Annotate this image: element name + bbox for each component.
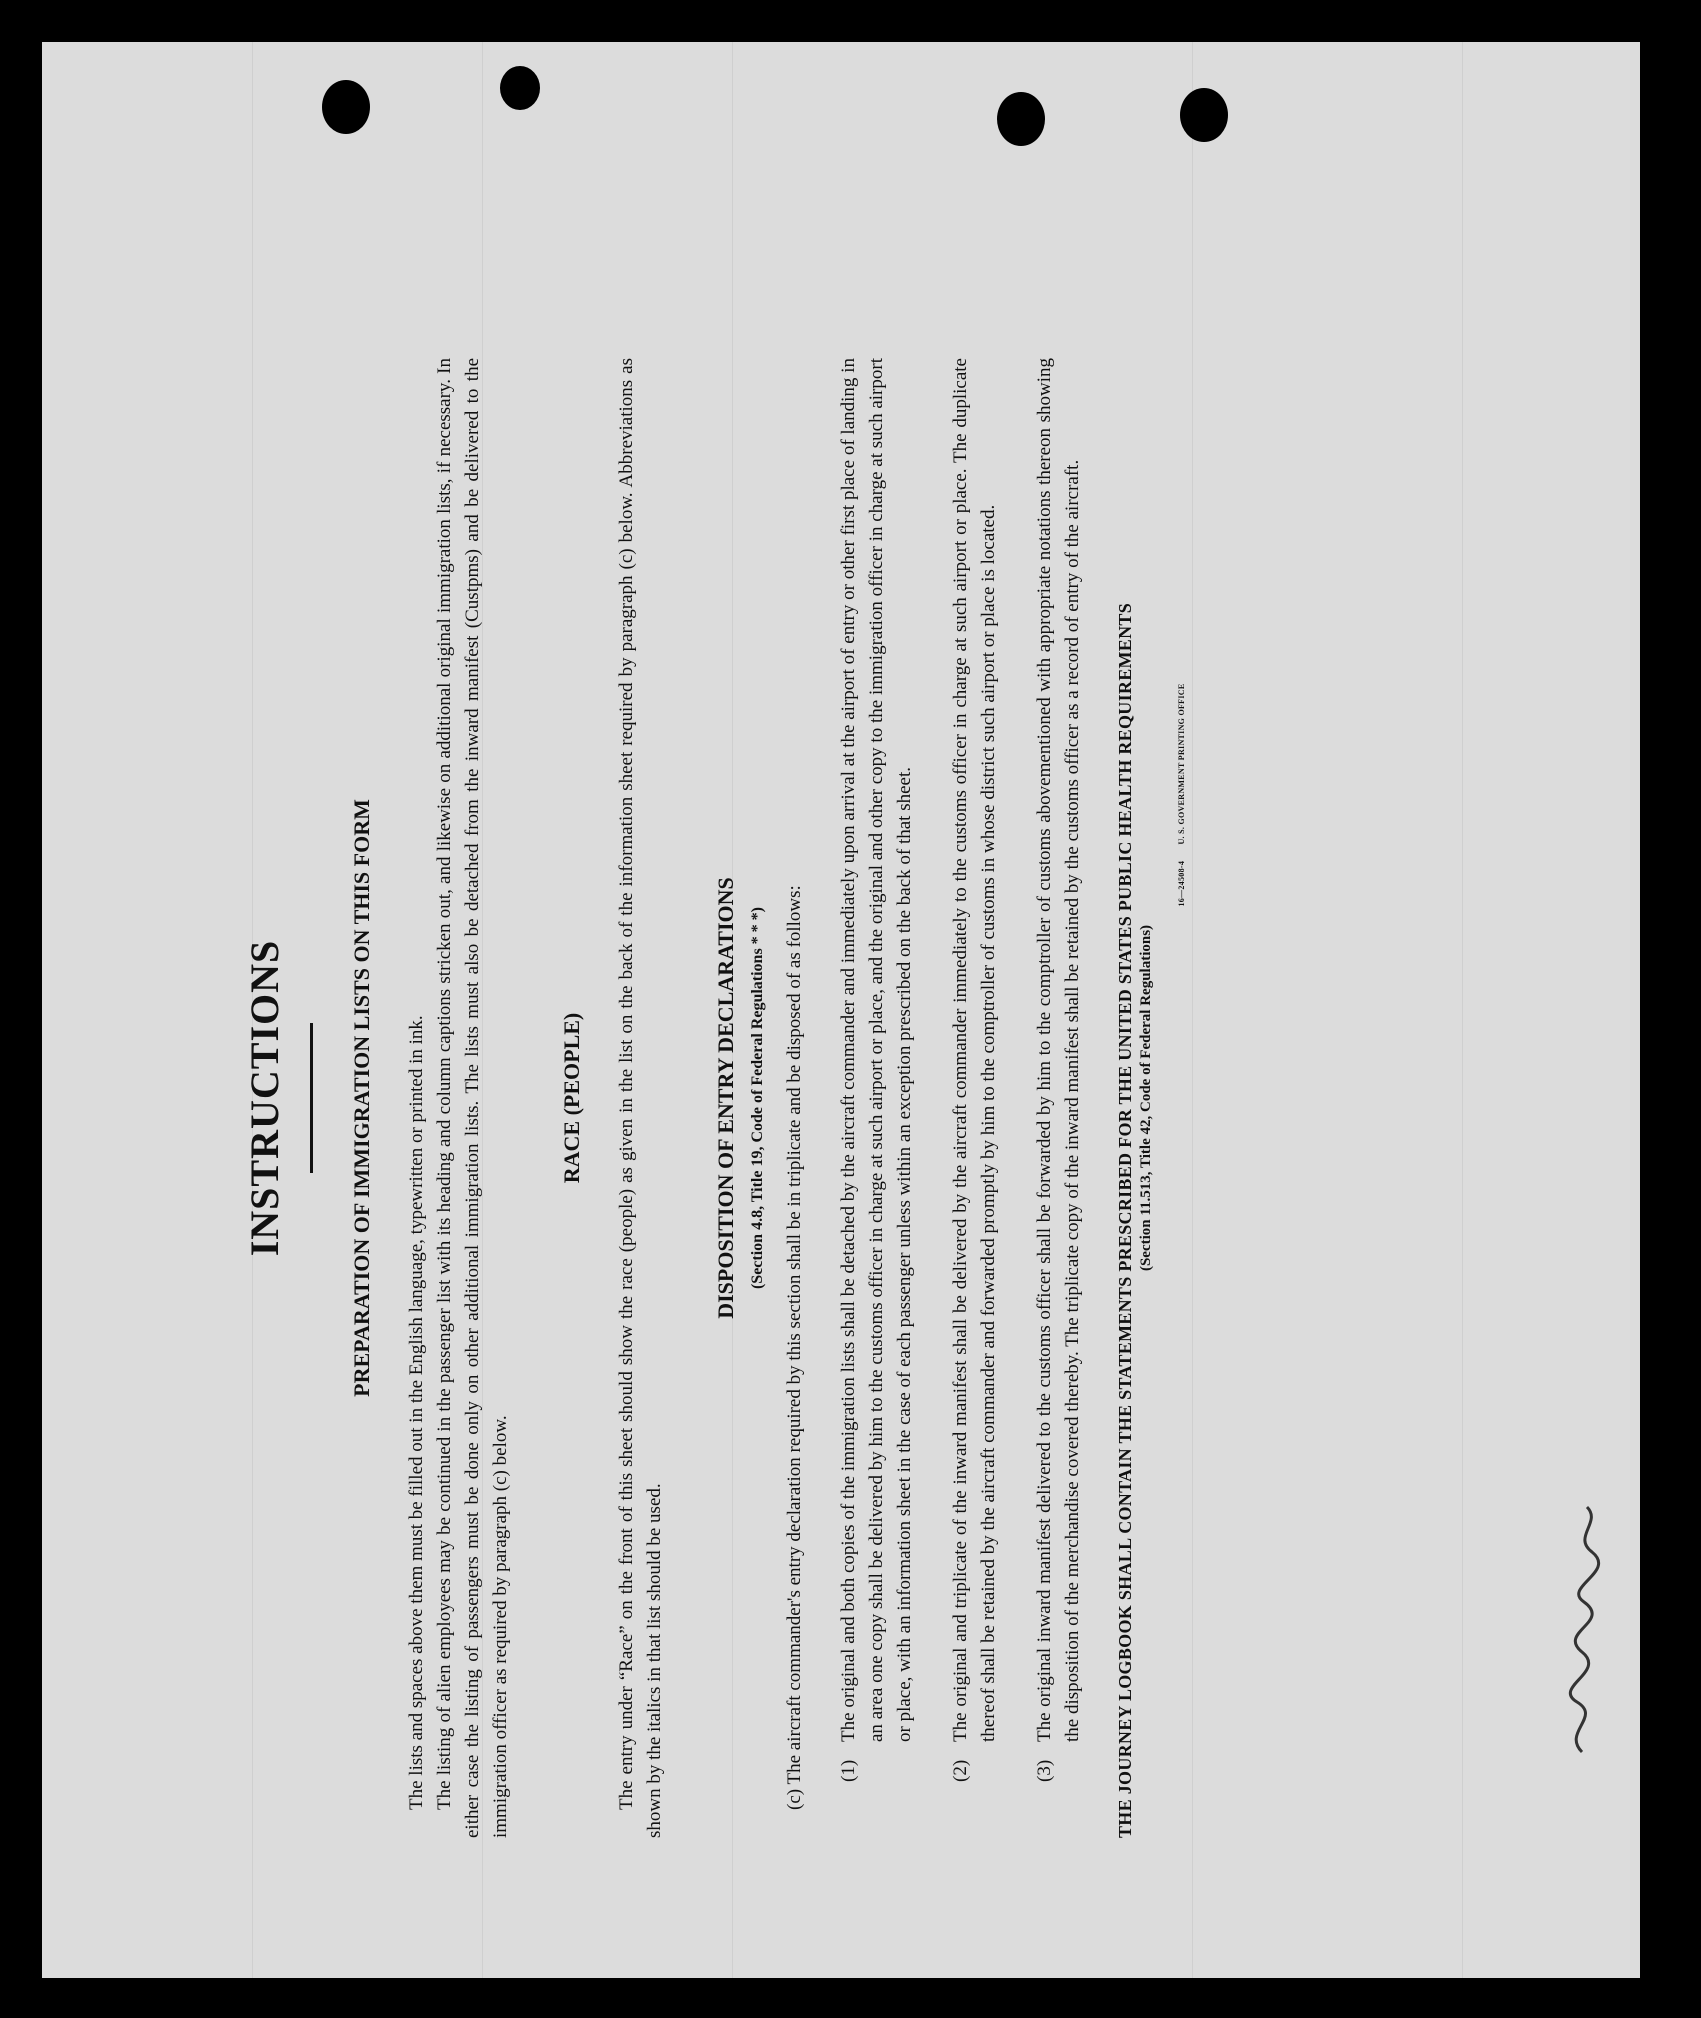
closing-statement: THE JOURNEY LOGBOOK SHALL CONTAIN THE STATEMENTS PRESCRIBED FOR THE UNITED STATES PUBLIC HEALTH REQUIREMENTS — [1115, 602, 1135, 1838]
instructions-content — [242, 358, 1186, 1838]
rotated-text-block — [42, 42, 1640, 1978]
disposition-intro: (c) The aircraft commander's entry declaration required by this section shall be in triplicate and be disposed of as follows: — [784, 885, 805, 1810]
item-text: The original and triplicate of the inward manifest shall be delivered by the aircraft commander immediately to the customs officer in charge at such airport or place. The duplicate thereof shall be retained by the aircraft commander and forwarded promptly by him to the comptroller of customs in whose district such airport or place is located. — [950, 358, 999, 1742]
closing-citation: (Section 11.513, Title 42, Code of Federal Regulations) — [1138, 924, 1154, 1272]
item-number: (3) — [1034, 1759, 1055, 1782]
document-title: INSTRUCTIONS — [242, 939, 287, 1257]
document-page — [42, 42, 1640, 1978]
disposition-heading: DISPOSITION OF ENTRY DECLARATIONS — [713, 877, 738, 1319]
disposition-citation: (Section 4.8, Title 19, Code of Federal Regulations * * *) — [749, 906, 766, 1290]
item-number: (1) — [838, 1759, 859, 1782]
disposition-item — [1031, 358, 1087, 1838]
immigration-paragraph-1: The lists and spaces above them must be filled out in the English language, typewritten or printed in ink. — [406, 1015, 427, 1810]
form-number: 16—24508-4 — [1177, 860, 1186, 907]
item-text: The original and both copies of the immigration lists shall be detached by the aircraft commander and immediately upon arrival at the airport of entry or other first place of landing in an area one copy shall be delivered by him to the customs officer in charge at such airport or place, and the original and other copy to the immigration officer in charge at such airport or place, with an information sheet in the case of each passenger unless within an exception prescribed on the back of that sheet. — [838, 358, 915, 1742]
item-text: The original inward manifest delivered to the customs officer shall be forwarded by him to the comptroller of customs abovementioned with appropriate notations thereon showing the disposition of the merchandise covered thereby. The triplicate copy of the inward manifest shall be retained by the customs officer as a record of entry of the aircraft. — [1034, 358, 1083, 1742]
printer-name: U. S. GOVERNMENT PRINTING OFFICE — [1177, 683, 1186, 845]
printer-footer — [1177, 358, 1186, 1838]
immigration-paragraph-2: The listing of alien employees may be continued in the passenger list with its heading and column captions stricken out, and likewise on additional original immigration lists, if necessary. In either case the listing of passengers must be done only on other additional immigration lists. The lists must also be detached from the inward manifest (Custpms) and be delivered to the immigration officer as required by paragraph (c) below. — [434, 358, 511, 1838]
immigration-heading: PREPARATION OF IMMIGRATION LISTS ON THIS FORM — [349, 799, 374, 1397]
item-number: (2) — [950, 1759, 971, 1782]
race-paragraph: The entry under “Race” on the front of this sheet should show the race (people) as given in the list on the back of the information sheet required by paragraph (c) below. Abbreviations as shown by the italics in that list should be used. — [616, 358, 665, 1838]
race-heading: RACE (PEOPLE) — [559, 1012, 584, 1184]
title-underline — [310, 1023, 313, 1173]
disposition-item — [835, 358, 919, 1838]
disposition-item — [947, 358, 1003, 1838]
